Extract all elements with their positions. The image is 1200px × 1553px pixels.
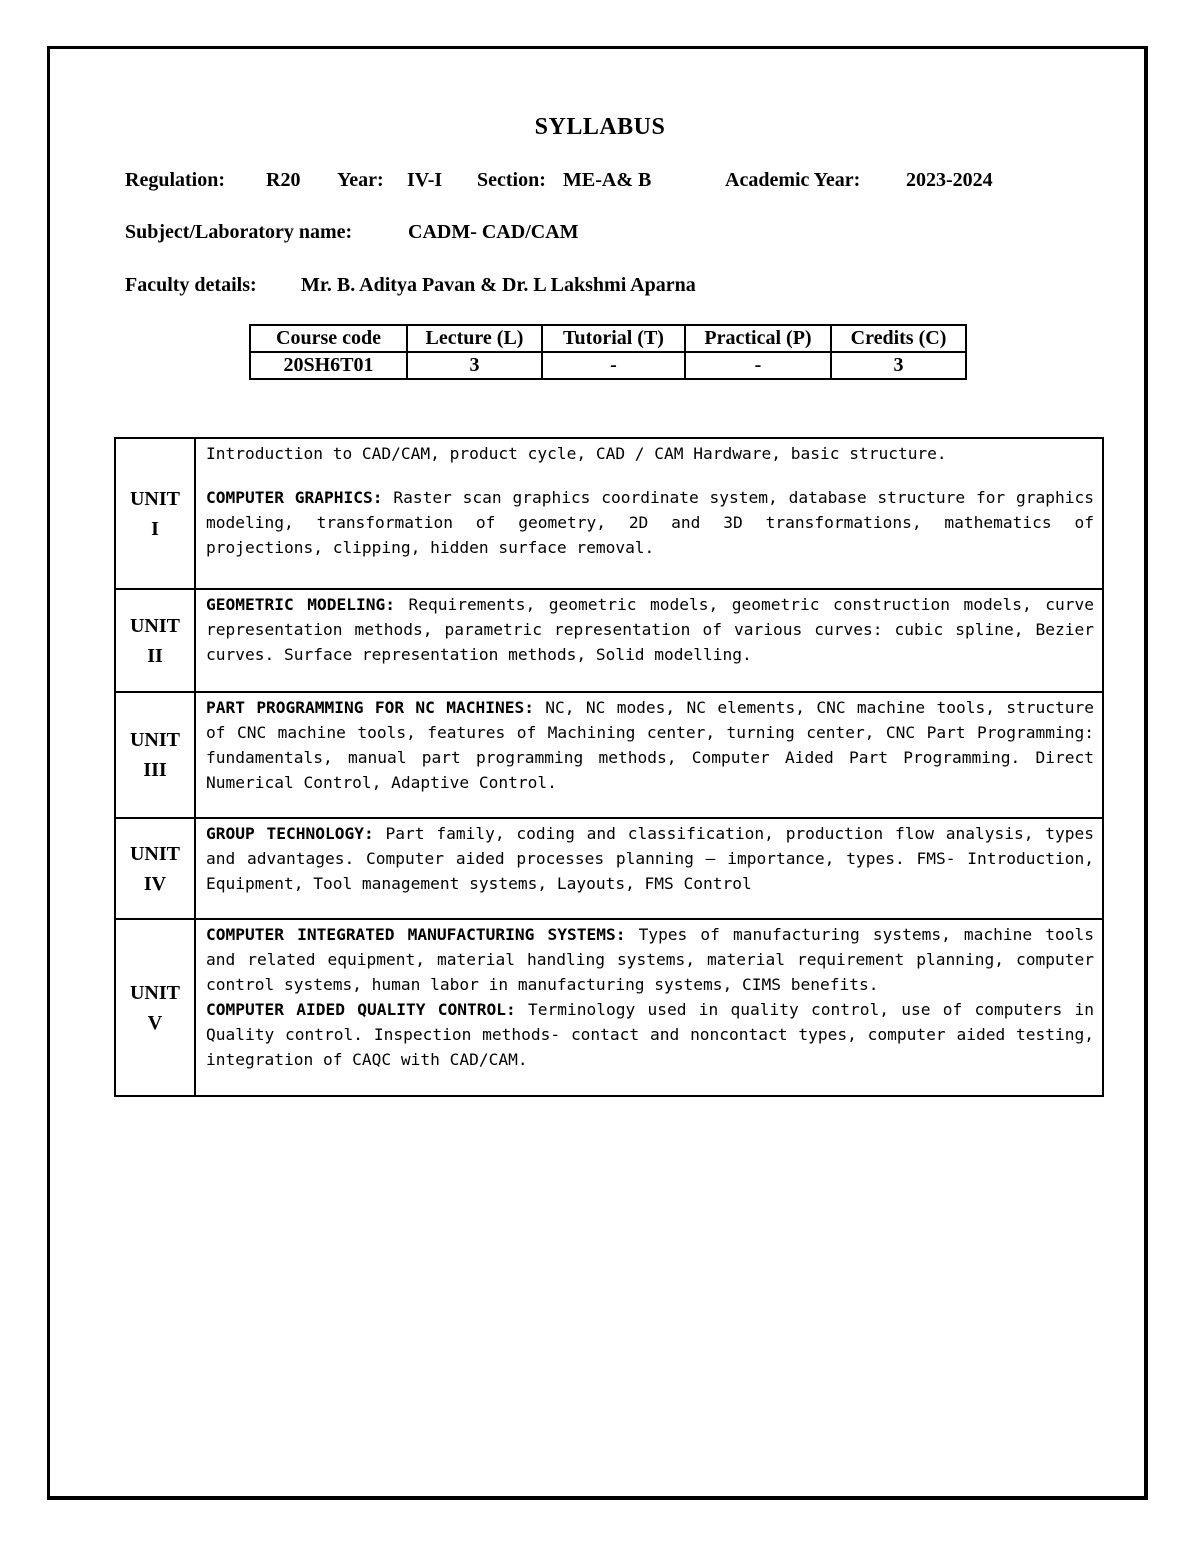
unit-label-1 (115, 438, 195, 589)
unit-content-4 (195, 818, 1103, 919)
unit-paragraph (206, 592, 1094, 667)
unit-label-2 (115, 589, 195, 692)
unit-paragraph (206, 695, 1094, 795)
unit-text: Types of manufacturing systems, machine tools and related equipment, material handling systems, material requirement planning, computer control systems, human labor in manufacturing systems, CIMS benefits. (206, 925, 1094, 994)
unit-text: Raster scan graphics coordinate system, database structure for graphics modeling, transformation of geometry, 2D and 3D transformations, mathematics of projections, clipping, hidden surface removal. (206, 488, 1094, 557)
unit-label-3 (115, 692, 195, 818)
unit-heading: GEOMETRIC MODELING: (206, 595, 395, 614)
unit-row-4 (115, 818, 1103, 919)
unit-numeral: IV (143, 872, 167, 895)
unit-numeral: III (143, 759, 167, 781)
unit-label-text: UNIT (129, 729, 180, 751)
unit-paragraph-2 (206, 997, 1094, 1072)
year-value: IV-I (407, 169, 443, 191)
unit-heading: PART PROGRAMMING FOR NC MACHINES: (206, 698, 534, 717)
unit-row-1 (115, 438, 1103, 589)
units-table (114, 437, 1104, 1097)
credits-header: Credits (C) (831, 325, 966, 352)
faculty-value: Mr. B. Aditya Pavan & Dr. L Lakshmi Aparna (301, 274, 696, 296)
unit-heading-2: COMPUTER AIDED QUALITY CONTROL: (206, 1000, 516, 1019)
section-value: ME-A& B (563, 169, 652, 191)
unit-text-2: Terminology used in quality control, use of computers in Quality control. Inspection methods- contact and noncontact types, computer aided testing, integration of CAQC with CAD/CAM. (206, 1000, 1094, 1069)
practical-value: - (685, 352, 831, 379)
unit-heading: COMPUTER GRAPHICS: (206, 488, 383, 507)
unit-label-5 (115, 919, 195, 1096)
unit-text: NC, NC modes, NC elements, CNC machine tools, structure of CNC machine tools, features of Machining center, turning center, CNC Part Programming: fundamentals, manual part programming methods, Computer Aided Part Programming. Direct Numerical Control, Adaptive Control. (206, 698, 1095, 792)
unit-content-1 (195, 438, 1103, 589)
course-table-row (250, 352, 966, 379)
tutorial-value: - (542, 352, 685, 379)
unit-content-2 (195, 589, 1103, 692)
academic-year-value: 2023-2024 (906, 169, 993, 191)
unit-heading: COMPUTER INTEGRATED MANUFACTURING SYSTEMS: (206, 925, 626, 944)
unit-paragraph (206, 922, 1094, 997)
course-table-header-row (250, 325, 966, 352)
unit-label-4 (115, 818, 195, 919)
year-label: Year: (337, 169, 384, 191)
course-table (249, 324, 967, 380)
unit-numeral: V (147, 1011, 163, 1034)
unit-label-text: UNIT (129, 614, 180, 637)
unit-label-text: UNIT (129, 981, 180, 1004)
lecture-header: Lecture (L) (407, 325, 542, 352)
unit-row-2 (115, 589, 1103, 692)
unit-numeral: I (151, 517, 159, 540)
practical-header: Practical (P) (685, 325, 831, 352)
unit-text: Part family, coding and classification, production flow analysis, types and advantages. Computer aided processes planning – importance, types. FMS- Introduction, Equipment, Tool management systems, Layouts, FMS Control (206, 824, 1094, 893)
tutorial-header: Tutorial (T) (542, 325, 685, 352)
unit-content-5 (195, 919, 1103, 1096)
academic-year-label: Academic Year: (725, 169, 861, 191)
regulation-value: R20 (266, 169, 301, 191)
credits-value: 3 (831, 352, 966, 379)
page-title: SYLLABUS (534, 114, 666, 140)
section-label: Section: (477, 169, 546, 191)
unit-text: Requirements, geometric models, geometric construction models, curve representation methods, parametric representation of various curves: cubic spline, Bezier curves. Surface representation methods, Solid modelling. (206, 595, 1094, 664)
unit-paragraph (206, 821, 1094, 896)
unit-label-text: UNIT (129, 842, 180, 865)
course-code-header: Course code (250, 325, 407, 352)
course-code-value: 20SH6T01 (250, 352, 407, 379)
unit-row-5 (115, 919, 1103, 1096)
unit-paragraph (206, 485, 1094, 560)
subject-value: CADM- CAD/CAM (408, 221, 579, 243)
unit-intro: Introduction to CAD/CAM, product cycle, CAD / CAM Hardware, basic structure. (206, 444, 947, 463)
unit-content-3 (195, 692, 1103, 818)
lecture-value: 3 (407, 352, 542, 379)
unit-row-3 (115, 692, 1103, 818)
unit-label-text: UNIT (129, 487, 180, 510)
unit-heading: GROUP TECHNOLOGY: (206, 824, 374, 843)
unit-numeral: II (147, 644, 163, 667)
subject-label: Subject/Laboratory name: (125, 221, 353, 243)
regulation-label: Regulation: (125, 169, 225, 191)
faculty-label: Faculty details: (125, 274, 257, 296)
